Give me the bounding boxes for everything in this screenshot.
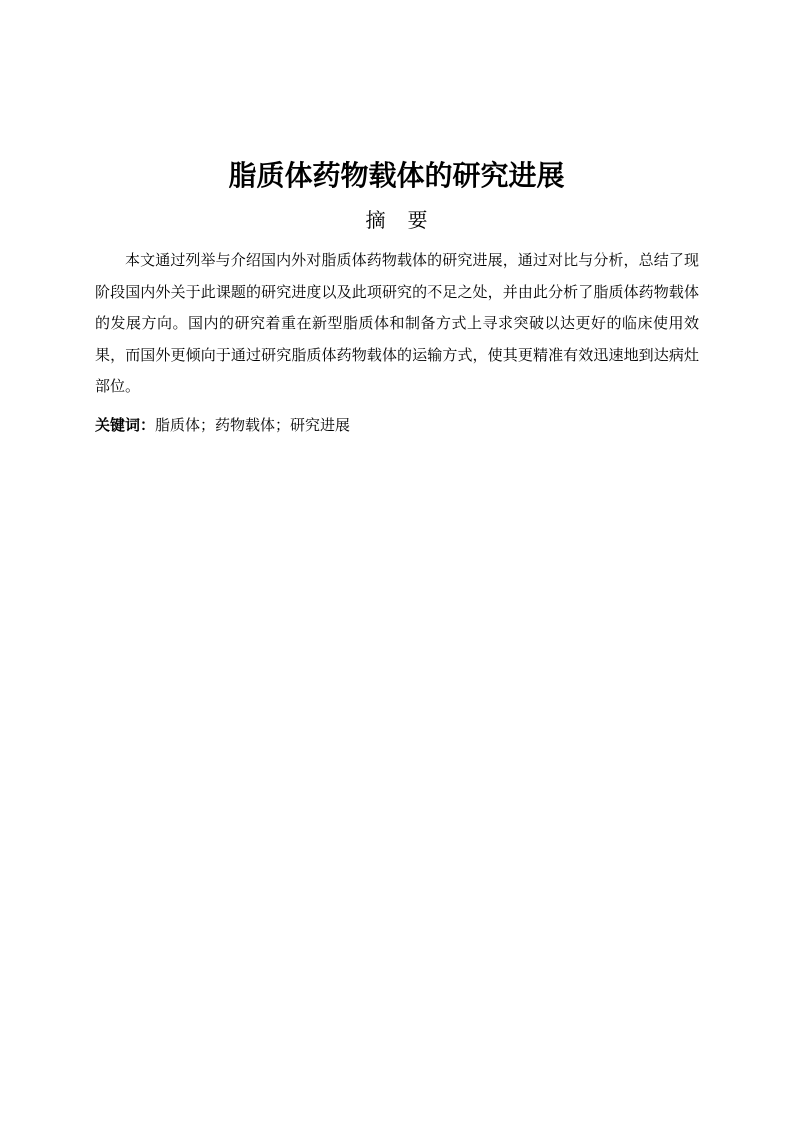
document-title: 脂质体药物载体的研究进展 [228, 159, 565, 192]
abstract-heading-char-2: 要 [407, 208, 428, 232]
abstract-paragraph: 本文通过列举与介绍国内外对脂质体药物载体的研究进展，通过对比与分析，总结了现阶段国内外关于此课题的研究进度以及此项研究的不足之处，并由此分析了脂质体药物载体的发展方向。国内的研究着重在新型脂质体和制备方式上寻求突破以达更好的临床使用效果，而国外更倾向于通过研究脂质体药物载体的运输方式，使其更精准有效迅速地到达病灶部位。 [95, 251, 699, 395]
abstract-heading-char-1: 摘 [365, 208, 386, 232]
keywords-line [95, 410, 699, 441]
abstract-heading [0, 204, 793, 236]
keywords-label: 关键词： [95, 416, 156, 434]
keywords-value: 脂质体；药物载体；研究进展 [155, 416, 351, 434]
